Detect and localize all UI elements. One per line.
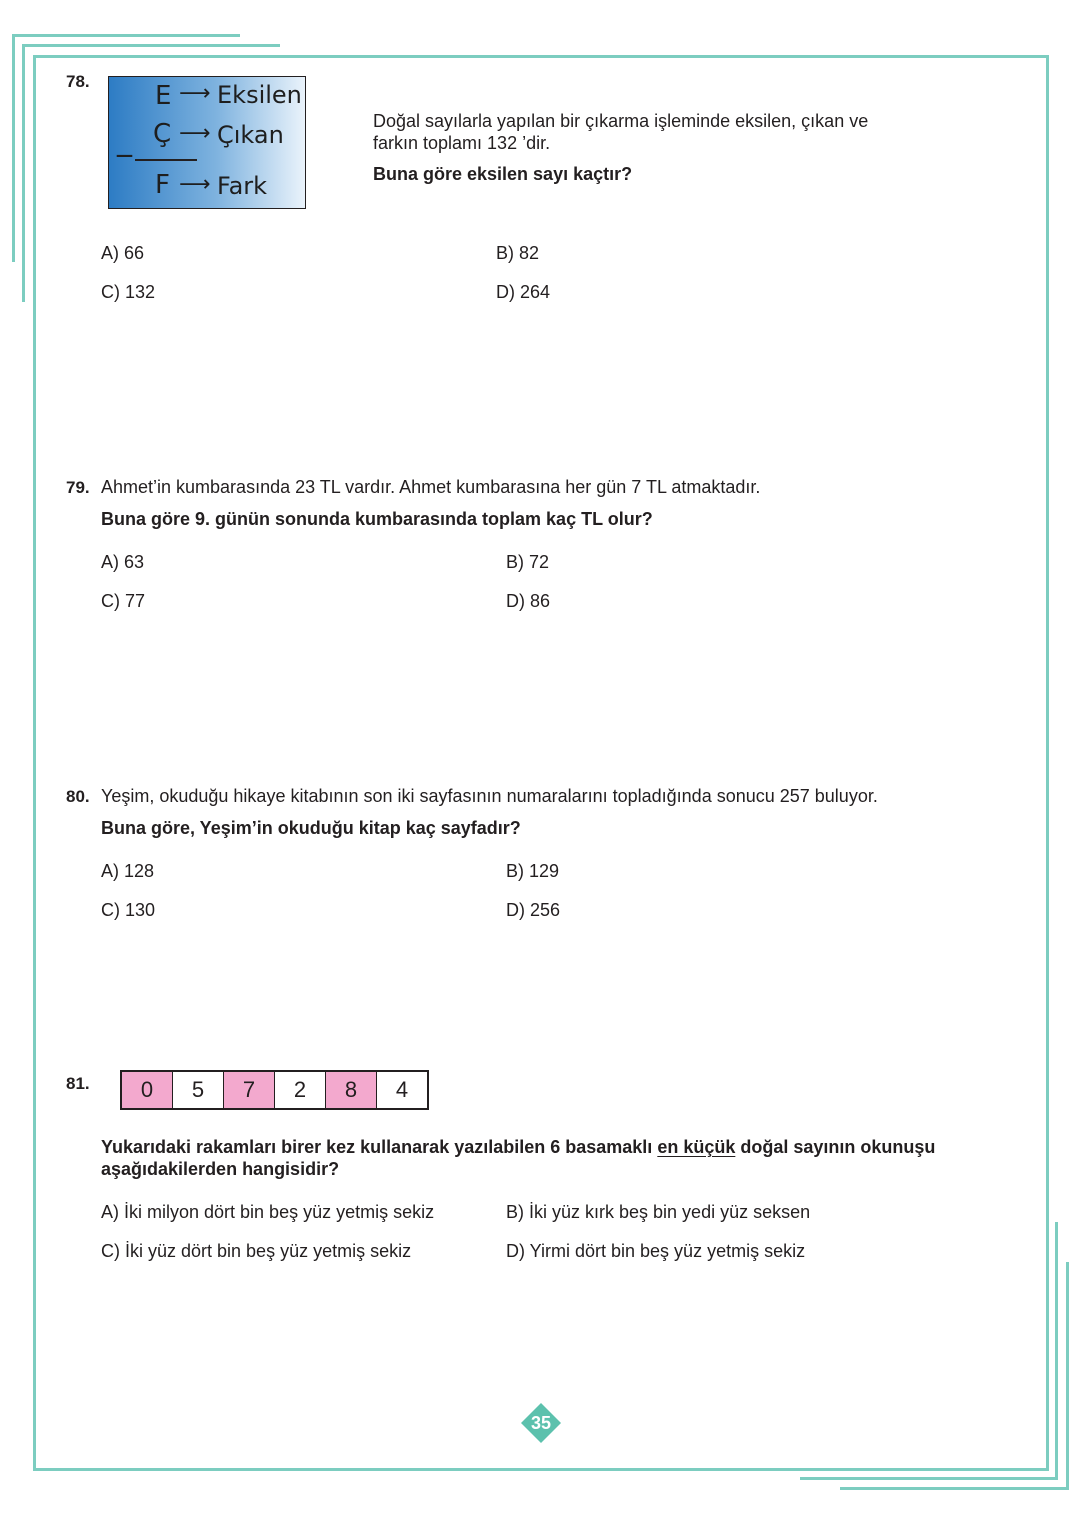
option-c[interactable]: C) 77 — [101, 591, 146, 611]
option-b[interactable]: B) 82 — [496, 243, 540, 263]
option-a[interactable]: A) 63 — [101, 552, 145, 572]
question-number: 79. — [66, 478, 90, 497]
question-prompt: Buna göre 9. günün sonunda kumbarasında toplam kaç TL olur? — [101, 509, 653, 529]
question-text: Yeşim, okuduğu hikaye kitabının son iki sayfasının numaralarını topladığında sonucu 257 buluyor. — [101, 786, 878, 806]
diagram-label-fark: Fark — [217, 172, 268, 200]
arrow-icon: ⟶ — [179, 121, 211, 146]
diagram-letter-e: E — [155, 81, 172, 111]
option-d[interactable]: D) 256 — [506, 900, 561, 920]
option-b[interactable]: B) 72 — [506, 552, 550, 572]
option-a[interactable]: A) 66 — [101, 243, 145, 263]
digit-card: 4 — [377, 1072, 427, 1108]
digit-card: 8 — [326, 1072, 377, 1108]
option-c[interactable]: C) İki yüz dört bin beş yüz yetmiş sekiz — [101, 1241, 412, 1261]
diagram-letter-f: F — [155, 170, 170, 200]
option-d[interactable]: D) 264 — [496, 282, 551, 302]
digit-card: 7 — [224, 1072, 275, 1108]
option-b[interactable]: B) İki yüz kırk beş bin yedi yüz seksen — [506, 1202, 811, 1222]
question-prompt: Buna göre, Yeşim’in okuduğu kitap kaç sayfadır? — [101, 818, 521, 838]
question-prompt-part1: Yukarıdaki rakamları birer kez kullanarak yazılabilen 6 basamaklı — [101, 1137, 658, 1157]
question-prompt-part2: doğal sayının okunuşu aşağıdakilerden hangisidir? — [101, 1137, 936, 1179]
page-number-badge — [521, 1403, 561, 1443]
question-prompt — [101, 1136, 961, 1180]
digit-card: 2 — [275, 1072, 326, 1108]
question-text: Doğal sayılarla yapılan bir çıkarma işleminde eksilen, çıkan ve farkın toplamı 132 ’dir. — [373, 111, 869, 153]
option-a[interactable]: A) 128 — [101, 861, 155, 881]
question-text: Ahmet’in kumbarasında 23 TL vardır. Ahmet kumbarasına her gün 7 TL atmaktadır. — [101, 477, 761, 497]
option-b[interactable]: B) 129 — [506, 861, 560, 881]
diagram-label-cikan: Çıkan — [217, 121, 284, 149]
arrow-icon: ⟶ — [179, 172, 211, 197]
question-prompt-emphasis: en küçük — [657, 1137, 736, 1157]
option-c[interactable]: C) 132 — [101, 282, 156, 302]
digit-cards — [120, 1070, 429, 1110]
option-a[interactable]: A) İki milyon dört bin beş yüz yetmiş sekiz — [101, 1202, 435, 1222]
digit-card: 0 — [122, 1072, 173, 1108]
question-prompt: Buna göre eksilen sayı kaçtır? — [373, 164, 633, 184]
digit-card: 5 — [173, 1072, 224, 1108]
question-number: 81. — [66, 1074, 90, 1093]
diagram-letter-c: Ç — [153, 119, 172, 149]
question-number: 80. — [66, 787, 90, 806]
option-c[interactable]: C) 130 — [101, 900, 156, 920]
question-number: 78. — [66, 72, 90, 91]
option-d[interactable]: D) Yirmi dört bin beş yüz yetmiş sekiz — [506, 1241, 806, 1261]
arrow-icon: ⟶ — [179, 81, 211, 106]
page-number: 35 — [530, 1413, 552, 1433]
minus-sign: _ — [117, 123, 132, 158]
option-d[interactable]: D) 86 — [506, 591, 551, 611]
diagram-label-eksilen: Eksilen — [217, 81, 302, 109]
subtraction-line — [135, 159, 197, 161]
subtraction-diagram — [108, 76, 306, 209]
